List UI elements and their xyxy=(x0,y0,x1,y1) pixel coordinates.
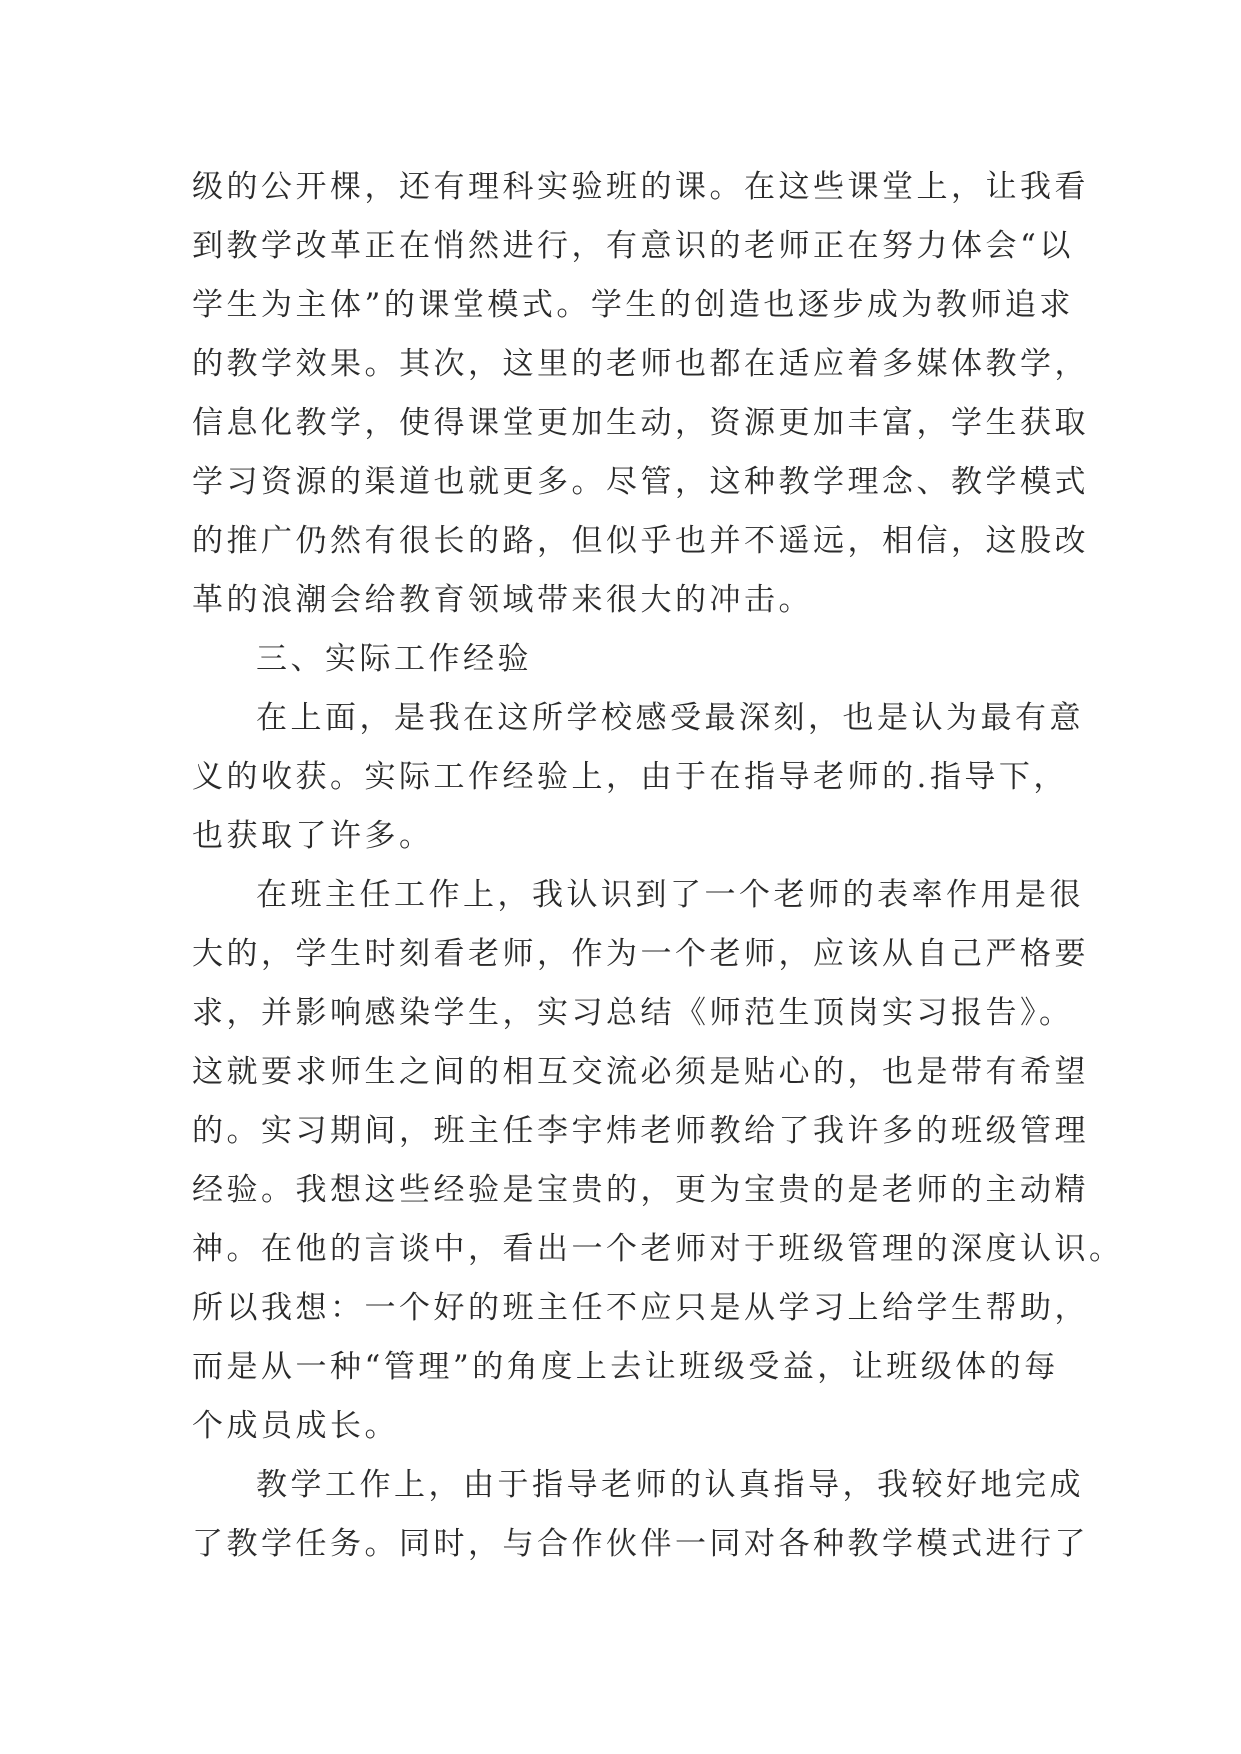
text-line: 到教学改革正在悄然进行，有意识的老师正在努力体会“以 xyxy=(192,228,1074,264)
text-line: 经验。我想这些经验是宝贵的，更为宝贵的是老师的主动精 xyxy=(192,1172,1089,1208)
text-line: 而是从一种“管理”的角度上去让班级受益，让班级体的每 xyxy=(192,1349,1059,1385)
text-line: 大的，学生时刻看老师，作为一个老师，应该从自己严格要 xyxy=(192,936,1089,972)
body-text xyxy=(192,158,1124,1574)
paragraph-start: 在班主任工作上，我认识到了一个老师的表率作用是很 xyxy=(256,877,1084,913)
paragraph-start: 教学工作上，由于指导老师的认真指导，我较好地完成 xyxy=(256,1467,1084,1503)
section-heading: 三、实际工作经验 xyxy=(256,641,532,677)
text-line: 的。实习期间，班主任李宇炜老师教给了我许多的班级管理 xyxy=(192,1113,1089,1149)
text-line: 的推广仍然有很长的路，但似乎也并不遥远，相信，这股改 xyxy=(192,523,1089,559)
text-line: 革的浪潮会给教育领域带来很大的冲击。 xyxy=(192,582,813,618)
text-line: 信息化教学，使得课堂更加生动，资源更加丰富，学生获取 xyxy=(192,405,1089,441)
text-line: 所以我想：一个好的班主任不应只是从学习上给学生帮助， xyxy=(192,1290,1089,1326)
text-line: 了教学任务。同时，与合作伙伴一同对各种教学模式进行了 xyxy=(192,1526,1089,1562)
text-line: 神。在他的言谈中，看出一个老师对于班级管理的深度认识。 xyxy=(192,1231,1124,1267)
text-line: 义的收获。实际工作经验上，由于在指导老师的.指导下， xyxy=(192,759,1068,795)
text-line: 这就要求师生之间的相互交流必须是贴心的，也是带有希望 xyxy=(192,1054,1089,1090)
text-line: 级的公开棵，还有理科实验班的课。在这些课堂上，让我看 xyxy=(192,169,1089,205)
text-line: 个成员成长。 xyxy=(192,1408,399,1444)
text-line: 求，并影响感染学生，实习总结《师范生顶岗实习报告》。 xyxy=(192,995,1074,1031)
text-line: 的教学效果。其次，这里的老师也都在适应着多媒体教学， xyxy=(192,346,1089,382)
text-line: 学习资源的渠道也就更多。尽管，这种教学理念、教学模式 xyxy=(192,464,1089,500)
text-line: 也获取了许多。 xyxy=(192,818,434,854)
paragraph-start: 在上面，是我在这所学校感受最深刻，也是认为最有意 xyxy=(256,700,1084,736)
text-line: 学生为主体”的课堂模式。学生的创造也逐步成为教师追求 xyxy=(192,287,1074,323)
